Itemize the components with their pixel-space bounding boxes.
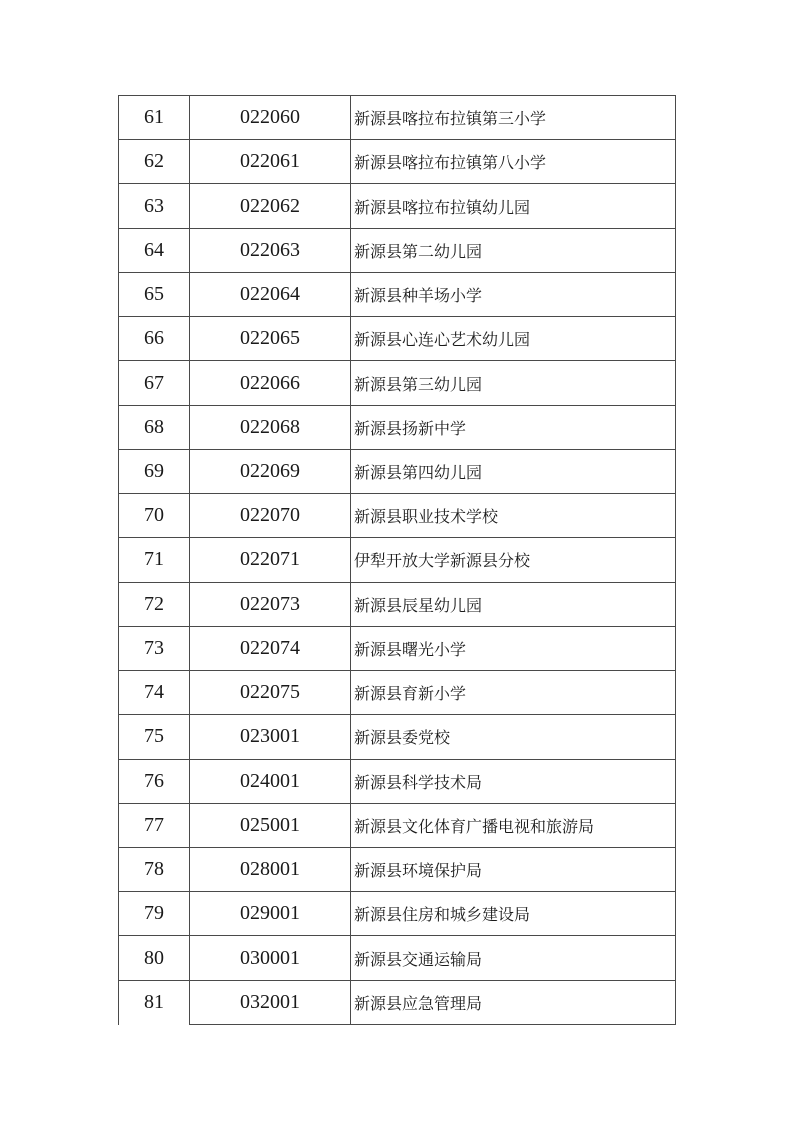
org-name-cell: 新源县应急管理局 bbox=[351, 980, 676, 1024]
org-name-cell: 新源县喀拉布拉镇第八小学 bbox=[351, 140, 676, 184]
row-index-cell: 70 bbox=[119, 494, 190, 538]
org-code-cell: 022070 bbox=[190, 494, 351, 538]
table-row bbox=[119, 538, 676, 582]
row-index-cell: 61 bbox=[119, 96, 190, 140]
row-index-cell: 67 bbox=[119, 361, 190, 405]
org-name-cell: 新源县住房和城乡建设局 bbox=[351, 892, 676, 936]
org-code-cell: 023001 bbox=[190, 715, 351, 759]
row-index-cell: 66 bbox=[119, 317, 190, 361]
row-index-cell: 78 bbox=[119, 847, 190, 891]
org-name-cell: 新源县第二幼儿园 bbox=[351, 228, 676, 272]
org-table-body bbox=[119, 96, 676, 1025]
org-name-cell: 新源县职业技术学校 bbox=[351, 494, 676, 538]
table-row bbox=[119, 671, 676, 715]
org-name-cell: 新源县心连心艺术幼儿园 bbox=[351, 317, 676, 361]
org-code-cell: 022069 bbox=[190, 449, 351, 493]
table-row bbox=[119, 184, 676, 228]
org-code-cell: 022063 bbox=[190, 228, 351, 272]
row-index-cell: 64 bbox=[119, 228, 190, 272]
row-index-cell: 74 bbox=[119, 671, 190, 715]
row-index-cell: 81 bbox=[119, 980, 190, 1024]
org-name-cell: 新源县科学技术局 bbox=[351, 759, 676, 803]
table-row bbox=[119, 228, 676, 272]
org-code-cell: 028001 bbox=[190, 847, 351, 891]
org-code-cell: 022075 bbox=[190, 671, 351, 715]
row-index-cell: 72 bbox=[119, 582, 190, 626]
table-row bbox=[119, 980, 676, 1024]
row-index-cell: 77 bbox=[119, 803, 190, 847]
org-name-cell: 新源县文化体育广播电视和旅游局 bbox=[351, 803, 676, 847]
row-index-cell: 71 bbox=[119, 538, 190, 582]
table-row bbox=[119, 140, 676, 184]
org-code-cell: 022060 bbox=[190, 96, 351, 140]
table-row bbox=[119, 759, 676, 803]
org-name-cell: 新源县第四幼儿园 bbox=[351, 449, 676, 493]
org-code-cell: 032001 bbox=[190, 980, 351, 1024]
org-name-cell: 新源县喀拉布拉镇幼儿园 bbox=[351, 184, 676, 228]
org-name-cell: 新源县育新小学 bbox=[351, 671, 676, 715]
org-code-cell: 022064 bbox=[190, 272, 351, 316]
org-code-cell: 022073 bbox=[190, 582, 351, 626]
table-row bbox=[119, 626, 676, 670]
table-row bbox=[119, 847, 676, 891]
org-name-cell: 新源县交通运输局 bbox=[351, 936, 676, 980]
org-code-cell: 022062 bbox=[190, 184, 351, 228]
org-code-cell: 022074 bbox=[190, 626, 351, 670]
row-index-cell: 73 bbox=[119, 626, 190, 670]
org-name-cell: 新源县委党校 bbox=[351, 715, 676, 759]
table-row bbox=[119, 892, 676, 936]
row-index-cell: 63 bbox=[119, 184, 190, 228]
row-index-cell: 75 bbox=[119, 715, 190, 759]
org-code-cell: 030001 bbox=[190, 936, 351, 980]
org-code-cell: 029001 bbox=[190, 892, 351, 936]
org-name-cell: 新源县辰星幼儿园 bbox=[351, 582, 676, 626]
table-row bbox=[119, 96, 676, 140]
row-index-cell: 68 bbox=[119, 405, 190, 449]
org-name-cell: 新源县第三幼儿园 bbox=[351, 361, 676, 405]
row-index-cell: 76 bbox=[119, 759, 190, 803]
organization-code-table bbox=[118, 95, 676, 1025]
org-code-cell: 022071 bbox=[190, 538, 351, 582]
org-name-cell: 新源县喀拉布拉镇第三小学 bbox=[351, 96, 676, 140]
row-index-cell: 62 bbox=[119, 140, 190, 184]
table-row bbox=[119, 936, 676, 980]
table-row bbox=[119, 803, 676, 847]
table-row bbox=[119, 449, 676, 493]
row-index-cell: 79 bbox=[119, 892, 190, 936]
table-row bbox=[119, 317, 676, 361]
table-row bbox=[119, 272, 676, 316]
row-index-cell: 65 bbox=[119, 272, 190, 316]
row-index-cell: 69 bbox=[119, 449, 190, 493]
table-row bbox=[119, 582, 676, 626]
org-code-cell: 022065 bbox=[190, 317, 351, 361]
row-index-cell: 80 bbox=[119, 936, 190, 980]
org-code-cell: 025001 bbox=[190, 803, 351, 847]
org-code-cell: 022066 bbox=[190, 361, 351, 405]
org-name-cell: 新源县环境保护局 bbox=[351, 847, 676, 891]
org-name-cell: 新源县种羊场小学 bbox=[351, 272, 676, 316]
table-row bbox=[119, 715, 676, 759]
org-name-cell: 新源县扬新中学 bbox=[351, 405, 676, 449]
org-code-cell: 022068 bbox=[190, 405, 351, 449]
org-name-cell: 新源县曙光小学 bbox=[351, 626, 676, 670]
org-code-cell: 024001 bbox=[190, 759, 351, 803]
table-row bbox=[119, 494, 676, 538]
table-row bbox=[119, 405, 676, 449]
org-name-cell: 伊犁开放大学新源县分校 bbox=[351, 538, 676, 582]
org-code-cell: 022061 bbox=[190, 140, 351, 184]
table-row bbox=[119, 361, 676, 405]
